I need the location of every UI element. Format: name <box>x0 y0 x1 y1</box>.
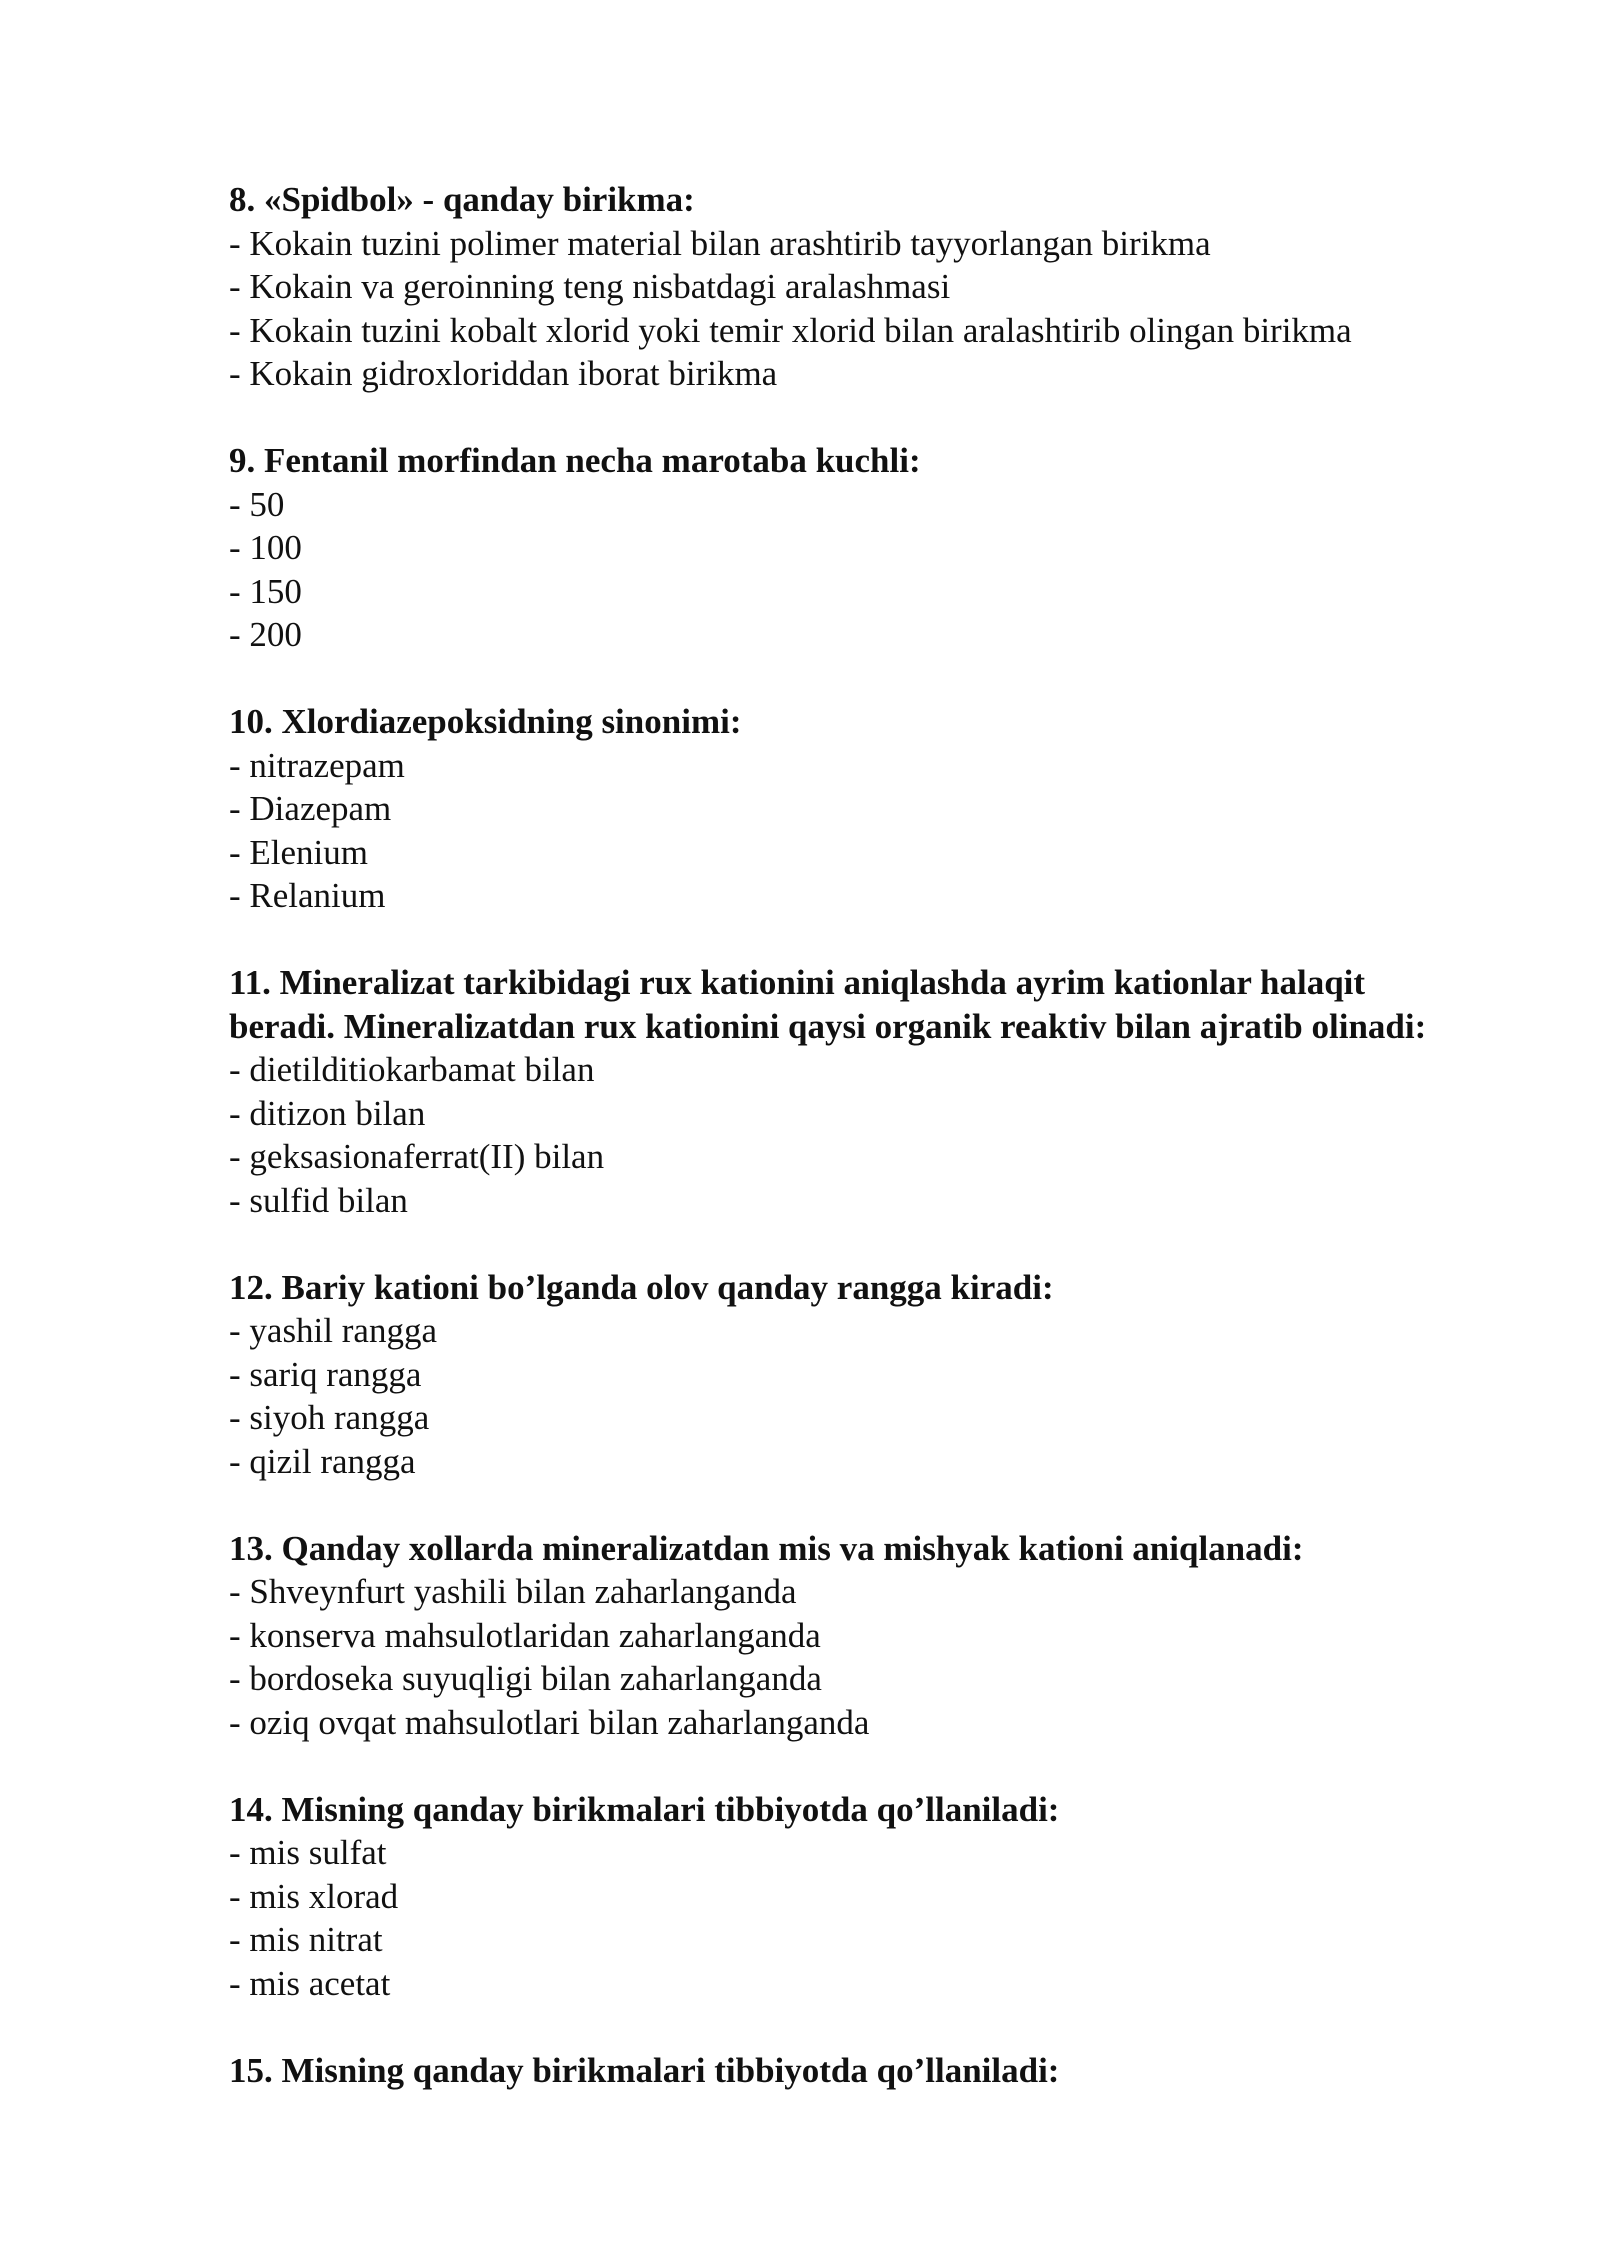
answer-option: - dietilditiokarbamat bilan <box>229 1050 595 1089</box>
question-title: 13. Qanday xollarda mineralizatdan mis va mishyak kationi aniqlanadi: <box>229 1528 1304 1568</box>
answer-option: - qizil rangga <box>229 1441 416 1481</box>
answer-option: - mis sulfat <box>229 1833 387 1872</box>
answer-option: - ditizon bilan <box>229 1093 426 1133</box>
answer-option: - mis nitrat <box>229 1920 383 1959</box>
question-title: 8. «Spidbol» - qanday birikma: <box>229 180 695 219</box>
question-12 <box>229 1266 1479 1484</box>
answer-option: - Kokain tuzini polimer material bilan arashtirib tayyorlangan birikma <box>229 223 1211 263</box>
answer-option: - Diazepam <box>229 789 392 828</box>
answer-option: - sulfid bilan <box>229 1180 408 1220</box>
answer-option: - Elenium <box>229 832 368 872</box>
answer-option: - Kokain gidroxloriddan iborat birikma <box>229 354 778 393</box>
question-list <box>229 178 1479 2136</box>
answer-option: - nitrazepam <box>229 745 405 785</box>
question-title: 9. Fentanil morfindan necha marotaba kuchli: <box>229 441 921 480</box>
answer-option: - mis acetat <box>229 1963 391 2003</box>
question-title: 14. Misning qanday birikmalari tibbiyotda qo’llaniladi: <box>229 1789 1060 1829</box>
answer-option: - 50 <box>229 484 285 524</box>
answer-option: - mis xlorad <box>229 1876 399 1916</box>
answer-option: - 100 <box>229 528 302 567</box>
answer-option: - Relanium <box>229 876 386 915</box>
answer-option: - siyoh rangga <box>229 1398 430 1437</box>
question-14 <box>229 1788 1479 2006</box>
question-10 <box>229 700 1479 918</box>
answer-option: - Kokain va geroinning teng nisbatdagi aralashmasi <box>229 267 951 306</box>
answer-option: - Kokain tuzini kobalt xlorid yoki temir xlorid bilan aralashtirib olingan birikma <box>229 310 1352 350</box>
question-title: 10. Xlordiazepoksidning sinonimi: <box>229 702 742 741</box>
answer-option: - 200 <box>229 615 302 654</box>
answer-option: - Shveynfurt yashili bilan zaharlanganda <box>229 1572 797 1611</box>
question-title: 12. Bariy kationi bo’lganda olov qanday rangga kiradi: <box>229 1267 1054 1307</box>
question-title: 15. Misning qanday birikmalari tibbiyotda qo’llaniladi: <box>229 2050 1060 2090</box>
question-13 <box>229 1527 1479 1745</box>
question-15 <box>229 2049 1479 2093</box>
answer-option: - bordoseka suyuqligi bilan zaharlanganda <box>229 1659 822 1698</box>
question-11 <box>229 961 1479 1222</box>
answer-option: - konserva mahsulotlaridan zaharlanganda <box>229 1615 821 1655</box>
answer-option: - oziq ovqat mahsulotlari bilan zaharlanganda <box>229 1702 870 1742</box>
answer-option: - 150 <box>229 571 302 611</box>
answer-option: - sariq rangga <box>229 1354 422 1394</box>
question-8 <box>229 178 1479 396</box>
answer-option: - geksasionaferrat(II) bilan <box>229 1137 605 1176</box>
question-title: 11. Mineralizat tarkibidagi rux kationini aniqlashda ayrim kationlar halaqit beradi. Mineralizatdan rux kationini qaysi organik reaktiv bilan ajratib olinadi: <box>229 963 1427 1046</box>
answer-option: - yashil rangga <box>229 1311 437 1350</box>
question-9 <box>229 439 1479 657</box>
